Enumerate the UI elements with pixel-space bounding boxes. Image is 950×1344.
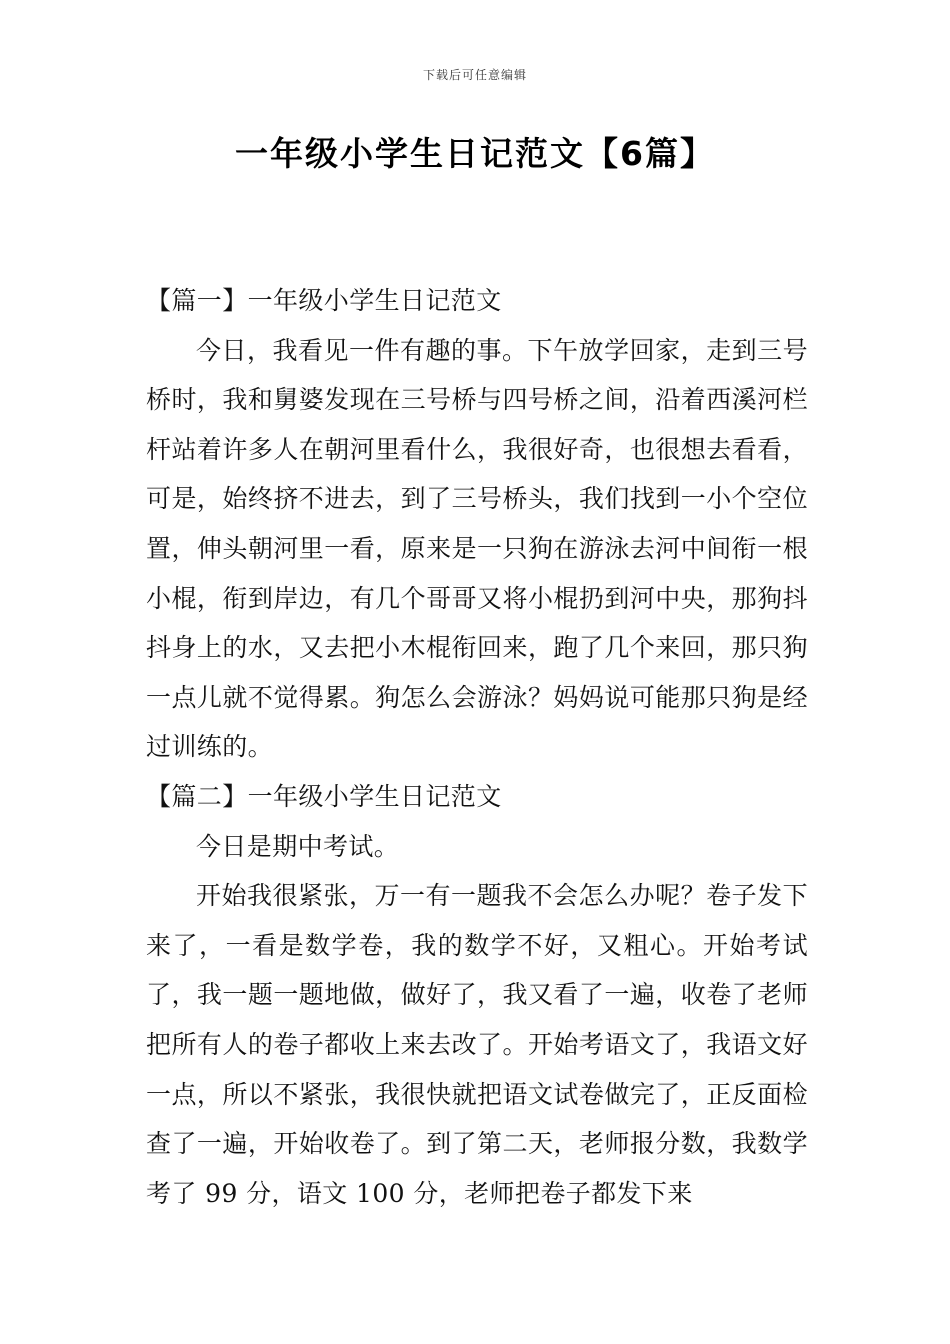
- header-note: 下载后可任意编辑: [422, 68, 527, 82]
- document-body: [146, 276, 808, 1218]
- section-heading-2: 【篇二】一年级小学生日记范文: [146, 781, 502, 811]
- document-title: 一年级小学生日记范文【6篇】: [235, 134, 715, 173]
- section-2-paragraph-1: 今日是期中考试。: [196, 831, 400, 861]
- section-2-paragraph-2: 开始我很紧张，万一有一题我不会怎么办呢？卷子发下来了，一看是数学卷，我的数学不好，又粗心。开始考试了，我一题一题地做，做好了，我又看了一遍，收卷了老师把所有人的卷子都收上来去改了。开始考语文了，我语文好一点，所以不紧张，我很快就把语文试卷做完了，正反面检查了一遍，开始收卷了。到了第二天，老师报分数，我数学考了 99 分，语文 100 分，老师把卷子都发下来: [146, 881, 808, 1208]
- section-heading-1: 【篇一】一年级小学生日记范文: [146, 286, 502, 315]
- section-1-paragraph-1: 今日，我看见一件有趣的事。下午放学回家，走到三号桥时，我和舅婆发现在三号桥与四号桥之间，沿着西溪河栏杆站着许多人在朝河里看什么，我很好奇，也很想去看看，可是，始终挤不进去，到了三号桥头，我们找到一小个空位置，伸头朝河里一看，原来是一只狗在游泳去河中间衔一根小棍，衔到岸边，有几个哥哥又将小棍扔到河中央，那狗抖抖身上的水，又去把小木棍衔回来，跑了几个来回，那只狗一点儿就不觉得累。狗怎么会游泳？妈妈说可能那只狗是经过训练的。: [146, 335, 808, 762]
